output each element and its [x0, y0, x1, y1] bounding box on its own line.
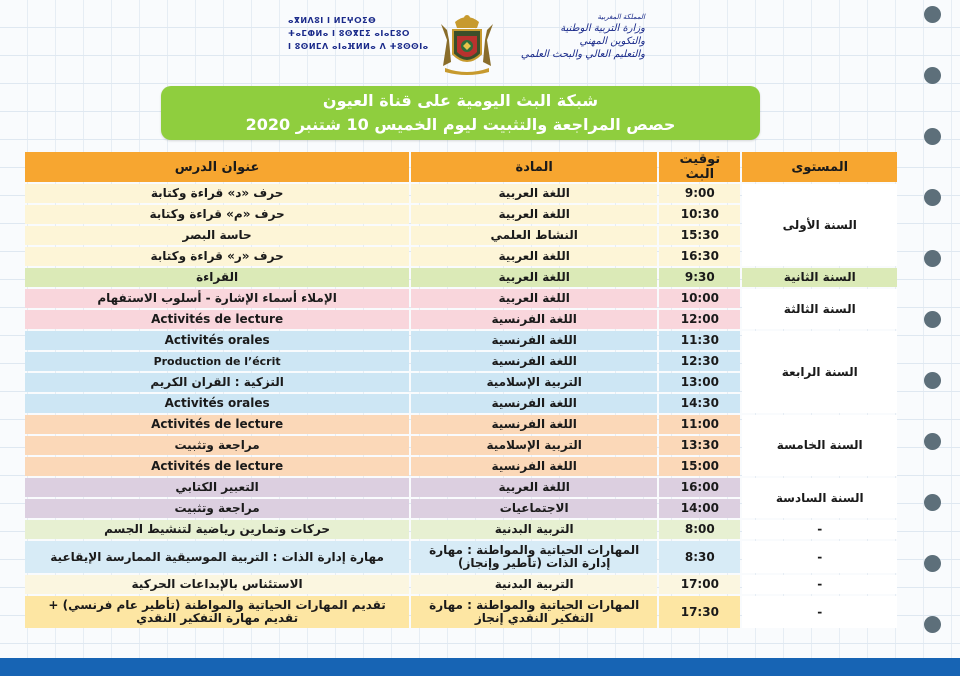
table-row	[25, 184, 897, 203]
header-subject: المادة	[411, 152, 657, 182]
tifinagh-line: ⵏ ⵓⵙⵍⵎⴷ ⴰⵏⴰⴼⵍⵍⴰ ⴷ ⵜⵓⵙⵙⵏⴰ	[288, 42, 429, 51]
ministry-line: والتكوين المهني	[579, 36, 645, 47]
table-row	[25, 575, 897, 594]
table-row	[25, 415, 897, 434]
time-cell: 12:30	[659, 352, 740, 371]
level-cell: -	[742, 520, 897, 539]
banner-subtitle: حصص المراجعة والتثبيت ليوم الخميس 10 شتنبر 2020	[245, 115, 676, 134]
schedule-title-banner	[161, 86, 760, 140]
lesson-cell: Activités orales	[25, 394, 409, 413]
subject-cell: اللغة الفرنسية	[411, 331, 657, 350]
ministry-line: وزارة التربية الوطنية	[560, 23, 645, 34]
level-cell: -	[742, 541, 897, 573]
lesson-cell: مراجعة وتثبيت	[25, 499, 409, 518]
binder-hole-icon	[924, 128, 941, 145]
ministry-name-arabic	[505, 12, 645, 61]
level-cell: السنة الثالثة	[742, 289, 897, 329]
time-cell: 13:00	[659, 373, 740, 392]
time-cell: 16:00	[659, 478, 740, 497]
lesson-cell: Activités de lecture	[25, 415, 409, 434]
binder-hole-icon	[924, 6, 941, 23]
level-cell: -	[742, 575, 897, 594]
table-row	[25, 478, 897, 497]
binder-hole-icon	[924, 555, 941, 572]
lesson-cell: Production de lʼécrit	[25, 352, 409, 371]
subject-cell: اللغة الفرنسية	[411, 457, 657, 476]
lesson-cell: مراجعة وتثبيت	[25, 436, 409, 455]
binder-hole-icon	[924, 372, 941, 389]
binder-hole-icon	[924, 616, 941, 633]
subject-cell: التربية الإسلامية	[411, 373, 657, 392]
subject-cell: اللغة العربية	[411, 268, 657, 287]
time-cell: 12:00	[659, 310, 740, 329]
lesson-cell: التعبير الكتابي	[25, 478, 409, 497]
banner-title: شبكة البث اليومية على قناة العيون	[322, 91, 599, 110]
table-header-row	[25, 152, 897, 182]
header-level: المستوى	[742, 152, 897, 182]
lesson-cell: الإملاء أسماء الإشارة - أسلوب الاستفهام	[25, 289, 409, 308]
subject-cell: المهارات الحياتية والمواطنة : مهارة إدارة الذات (تأطير وإنجاز)	[411, 541, 657, 573]
time-cell: 16:30	[659, 247, 740, 266]
subject-cell: النشاط العلمي	[411, 226, 657, 245]
subject-cell: اللغة العربية	[411, 205, 657, 224]
time-cell: 11:30	[659, 331, 740, 350]
lesson-cell: الاستئناس بالإبداعات الحركية	[25, 575, 409, 594]
subject-cell: التربية البدنية	[411, 575, 657, 594]
binder-hole-icon	[924, 189, 941, 206]
table-row	[25, 289, 897, 308]
time-cell: 14:30	[659, 394, 740, 413]
binder-hole-icon	[924, 311, 941, 328]
table-row	[25, 541, 897, 573]
lesson-cell: حاسة البصر	[25, 226, 409, 245]
lesson-cell: Activités de lecture	[25, 457, 409, 476]
moroccan-coat-of-arms-icon	[433, 10, 501, 78]
binder-hole-icon	[924, 250, 941, 267]
table-row	[25, 596, 897, 628]
subject-cell: التربية الإسلامية	[411, 436, 657, 455]
table-row	[25, 268, 897, 287]
binder-hole-icon	[924, 67, 941, 84]
subject-cell: اللغة العربية	[411, 184, 657, 203]
time-cell: 11:00	[659, 415, 740, 434]
time-cell: 9:00	[659, 184, 740, 203]
lesson-cell: حركات وتمارين رياضية لتنشيط الجسم	[25, 520, 409, 539]
time-cell: 13:30	[659, 436, 740, 455]
subject-cell: الاجتماعيات	[411, 499, 657, 518]
binder-hole-icon	[924, 494, 941, 511]
time-cell: 17:00	[659, 575, 740, 594]
time-cell: 15:00	[659, 457, 740, 476]
kingdom-name: المملكة المغربية	[597, 13, 645, 21]
table-row	[25, 520, 897, 539]
ministry-line: والتعليم العالي والبحث العلمي	[520, 49, 645, 60]
lesson-cell: حرف «م» قراءة وكتابة	[25, 205, 409, 224]
lesson-cell: حرف «ر» قراءة وكتابة	[25, 247, 409, 266]
subject-cell: اللغة العربية	[411, 247, 657, 266]
binder-holes	[924, 0, 948, 658]
lesson-cell: مهارة إدارة الذات : التربية الموسيقية الممارسة الإيقاعية	[25, 541, 409, 573]
table-row	[25, 331, 897, 350]
binder-hole-icon	[924, 433, 941, 450]
level-cell: السنة الخامسة	[742, 415, 897, 476]
level-cell: السنة الأولى	[742, 184, 897, 266]
time-cell: 8:00	[659, 520, 740, 539]
time-cell: 10:30	[659, 205, 740, 224]
time-cell: 10:00	[659, 289, 740, 308]
header-lesson-title: عنوان الدرس	[25, 152, 409, 182]
subject-cell: المهارات الحياتية والمواطنة : مهارة التفكير النقدي إنجاز	[411, 596, 657, 628]
level-cell: السنة الثانية	[742, 268, 897, 287]
subject-cell: اللغة الفرنسية	[411, 415, 657, 434]
ministry-name-tifinagh	[288, 14, 428, 53]
footer-bar	[0, 658, 960, 676]
time-cell: 14:00	[659, 499, 740, 518]
subject-cell: اللغة العربية	[411, 289, 657, 308]
lesson-cell: حرف «د» قراءة وكتابة	[25, 184, 409, 203]
lesson-cell: التزكية : القران الكريم	[25, 373, 409, 392]
subject-cell: اللغة الفرنسية	[411, 394, 657, 413]
subject-cell: اللغة العربية	[411, 478, 657, 497]
subject-cell: اللغة الفرنسية	[411, 352, 657, 371]
lesson-cell: Activités de lecture	[25, 310, 409, 329]
lesson-cell: القراءة	[25, 268, 409, 287]
lesson-cell: Activités orales	[25, 331, 409, 350]
time-cell: 8:30	[659, 541, 740, 573]
lesson-cell: تقديم المهارات الحياتية والمواطنة (تأطير عام فرنسي) + تقديم مهارة التفكير النقدي	[25, 596, 409, 628]
level-cell: -	[742, 596, 897, 628]
header-broadcast-time: توقيت البث	[659, 152, 740, 182]
level-cell: السنة الرابعة	[742, 331, 897, 413]
subject-cell: اللغة الفرنسية	[411, 310, 657, 329]
time-cell: 9:30	[659, 268, 740, 287]
subject-cell: التربية البدنية	[411, 520, 657, 539]
tifinagh-line: ⵜⴰⵎⵀⵍⴰ ⵏ ⵓⵙⴳⵎⵉ ⴰⵏⴰⵎⵓⵔ	[288, 29, 410, 38]
level-cell: السنة السادسة	[742, 478, 897, 518]
broadcast-schedule-table	[23, 150, 899, 630]
time-cell: 17:30	[659, 596, 740, 628]
tifinagh-line: ⴰⴳⵍⴷⵓⵏ ⵏ ⵍⵎⵖⵔⵉⴱ	[288, 16, 377, 25]
time-cell: 15:30	[659, 226, 740, 245]
